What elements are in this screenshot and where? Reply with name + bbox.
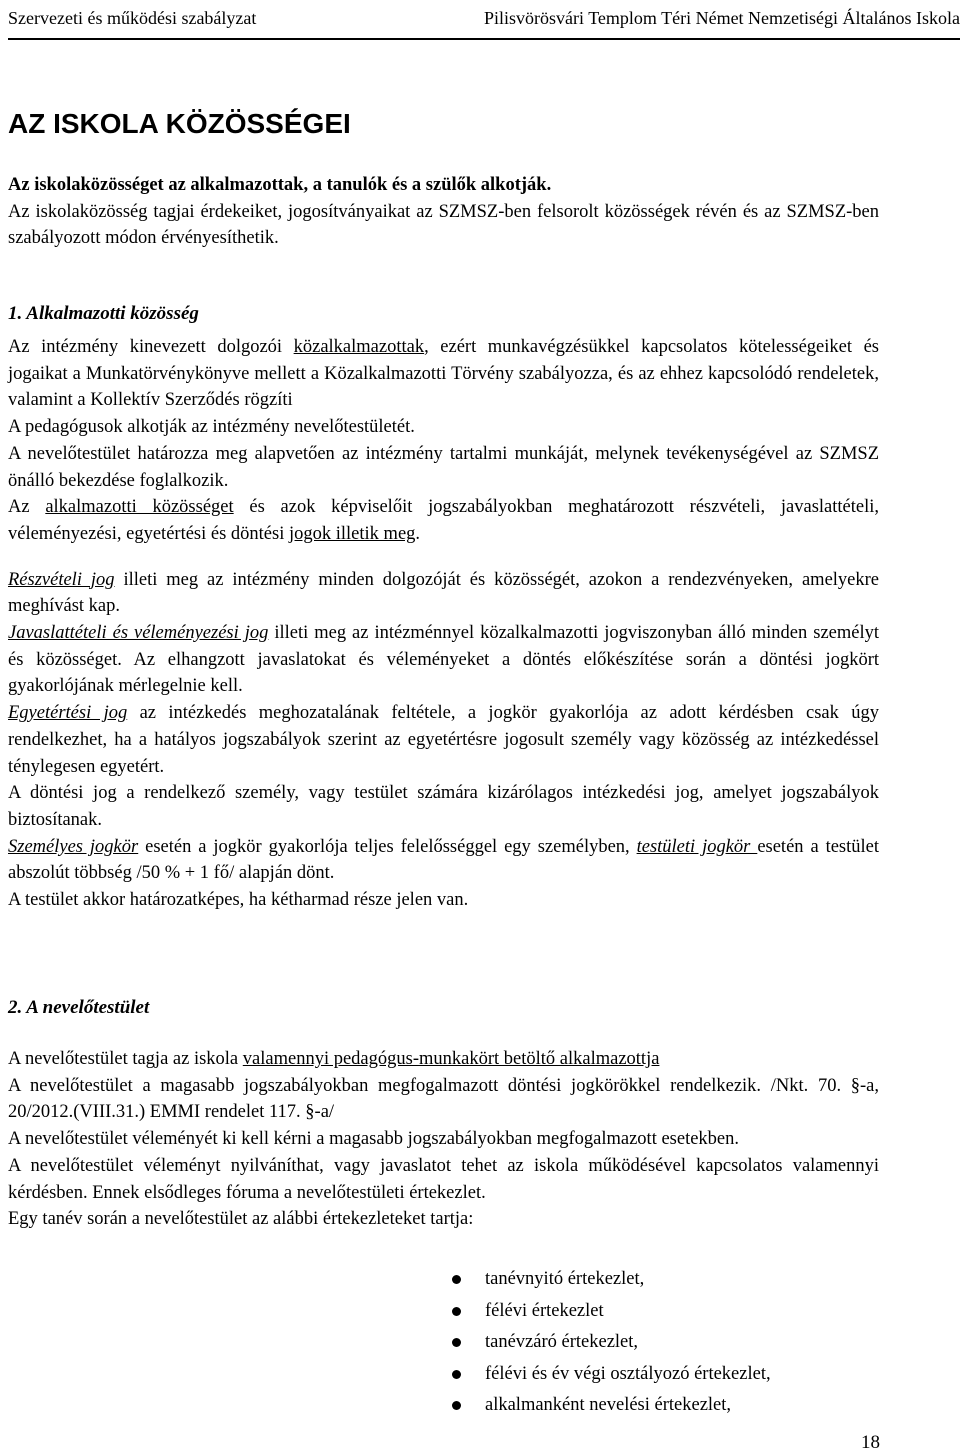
page-title: AZ ISKOLA KÖZÖSSÉGEI	[8, 108, 351, 139]
page-number: 18	[861, 1432, 880, 1453]
page-header	[8, 0, 960, 40]
paragraph-quorum: A testület akkor határozatképes, ha kétharmad része jelen van.	[8, 890, 469, 911]
bullet-icon	[452, 1307, 461, 1316]
paragraph-opinion-required: A nevelőtestület véleményét ki kell kérni a magasabb jogszabályokban megfogalmazott esetekben.	[8, 1129, 740, 1150]
term-javaslatteteli-jog: Javaslattételi és véleményezési jog	[8, 623, 269, 644]
term-testuleti-jogkor: testületi jogkör	[636, 836, 758, 857]
paragraph-opinion-forum: A nevelőtestület véleményt nyilváníthat, vagy javaslatot tehet az iskola működésével kapcsolatos valamennyi kérdésben. Ennek elsődleges fóruma a nevelőtestületi értekezlet.	[8, 1155, 879, 1203]
term-egyetertesi-jog: Egyetértési jog	[8, 703, 128, 724]
paragraph-participation-right: Részvételi jog illeti meg az intézmény minden dolgozóját és közösségét, azokon a rendezvényeken, amelyekre meghívást kap.	[8, 569, 880, 617]
list-item: tanévzáró értekezlet,	[448, 1328, 771, 1356]
section-2-heading: 2. A nevelőtestület	[8, 997, 150, 1018]
header-school-name: Pilisvörösvári Templom Téri Német Nemzetiségi Általános Iskola	[484, 8, 960, 28]
list-item: félévi és év végi osztályozó értekezlet,	[448, 1360, 771, 1388]
list-item: tanévnyitó értekezlet,	[448, 1265, 771, 1293]
paragraph-proposal-right: Javaslattételi és véleményezési jog illeti meg az intézménnyel közalkalmazotti jogviszonyban álló minden személyt és közösséget. Az elhangzott javaslatokat és véleményeket a döntés előkészítése során a döntési jogkört gyakorlójának mérlegelnie kell.	[8, 623, 879, 697]
bullet-icon	[452, 1338, 461, 1347]
list-item: alkalmanként nevelési értekezlet,	[448, 1391, 771, 1419]
term-szemelyes-jogkor: Személyes jogkör	[8, 836, 139, 857]
term-reszveteli-jog: Részvételi jog	[8, 569, 115, 590]
term-alkalmazotti-kozosseg: alkalmazotti közösséget	[45, 497, 234, 518]
paragraph-employees: Az intézmény kinevezett dolgozói közalkalmazottak, ezért munkavégzésükkel kapcsolatos kötelességeiket és jogaikat a Munkatörvénykönyve mellett a Közalkalmazotti Törvény szabályozza, és az ehhez kapcsolódó rendeletek, valamint a Kollektív Szerződés rögzíti	[8, 337, 879, 411]
paragraph-members: A nevelőtestület tagja az iskola valamennyi pedagógus-munkakört betöltő alkalmazottja	[8, 1049, 660, 1069]
bullet-icon	[452, 1275, 461, 1284]
section-nevelotestulet	[8, 994, 879, 1233]
intro-paragraph: Az iskolaközösség tagjai érdekeiket, jogosítványaikat az SZMSZ-ben felsorolt közösségek révén és az SZMSZ-ben szabályozott módon érvényesíthetik.	[8, 201, 879, 249]
paragraph-consent-right: Egyetértési jog az intézkedés meghozatalának feltétele, a jogkör gyakorlója az adott kérdésben csak úgy rendelkezhet, ha a hatályos jogszabályok szerint az egyetértésre jogosult személy vagy közösség az intézkedéssel ténylegesen egyetért.	[8, 703, 879, 777]
paragraph-authority: Személyes jogkör esetén a jogkör gyakorlója teljes felelősséggel egy személyben, testületi jogkör esetén a testület abszolút többség /50 % + 1 fő/ alapján dönt.	[8, 836, 880, 884]
term-kozalkalmazottak: közalkalmazottak	[293, 337, 425, 357]
term-pedagogus-munkakor: valamennyi pedagógus-munkakört betöltő alkalmazottja	[242, 1049, 660, 1069]
meetings-list	[448, 1265, 771, 1423]
list-item: félévi értekezlet	[448, 1297, 771, 1325]
paragraph-decision-right: A döntési jog a rendelkező személy, vagy testület számára kizárólagos intézkedési jog, amelyet jogszabályok biztosítanak.	[8, 783, 879, 830]
intro-block	[8, 172, 879, 252]
intro-lead: Az iskolaközösséget az alkalmazottak, a tanulók és a szülők alkotják.	[8, 175, 552, 195]
section-1-heading: 1. Alkalmazotti közösség	[8, 303, 199, 324]
paragraph-teachers: A pedagógusok alkotják az intézmény nevelőtestületét.	[8, 417, 415, 438]
paragraph-decision-powers: A nevelőtestület a magasabb jogszabályokban megfogalmazott döntési jogkörökkel rendelkezik. /Nkt. 70. §-a, 20/2012.(VIII.31.) EMMI rendelet 117. §-a/	[8, 1075, 879, 1123]
section-alkalmazotti-kozosseg	[8, 300, 879, 914]
paragraph-rights: Az alkalmazotti közösséget és azok képviselőit jogszabályokban meghatározott részvételi, javaslattételi, véleményezési, egyetértési és döntési jogok illetik meg.	[8, 497, 880, 544]
paragraph-meetings-intro: Egy tanév során a nevelőtestület az alábbi értekezleteket tartja:	[8, 1209, 474, 1230]
bullet-icon	[452, 1401, 461, 1410]
bullet-icon	[452, 1370, 461, 1379]
term-jogok-illetik-meg: jogok illetik meg	[289, 523, 416, 544]
paragraph-teaching-staff: A nevelőtestület határozza meg alapvetően az intézmény tartalmi munkáját, melynek tevékenységével az SZMSZ önálló bekezdése foglalkozik.	[8, 443, 879, 491]
header-document-title: Szervezeti és működési szabályzat	[8, 8, 257, 28]
